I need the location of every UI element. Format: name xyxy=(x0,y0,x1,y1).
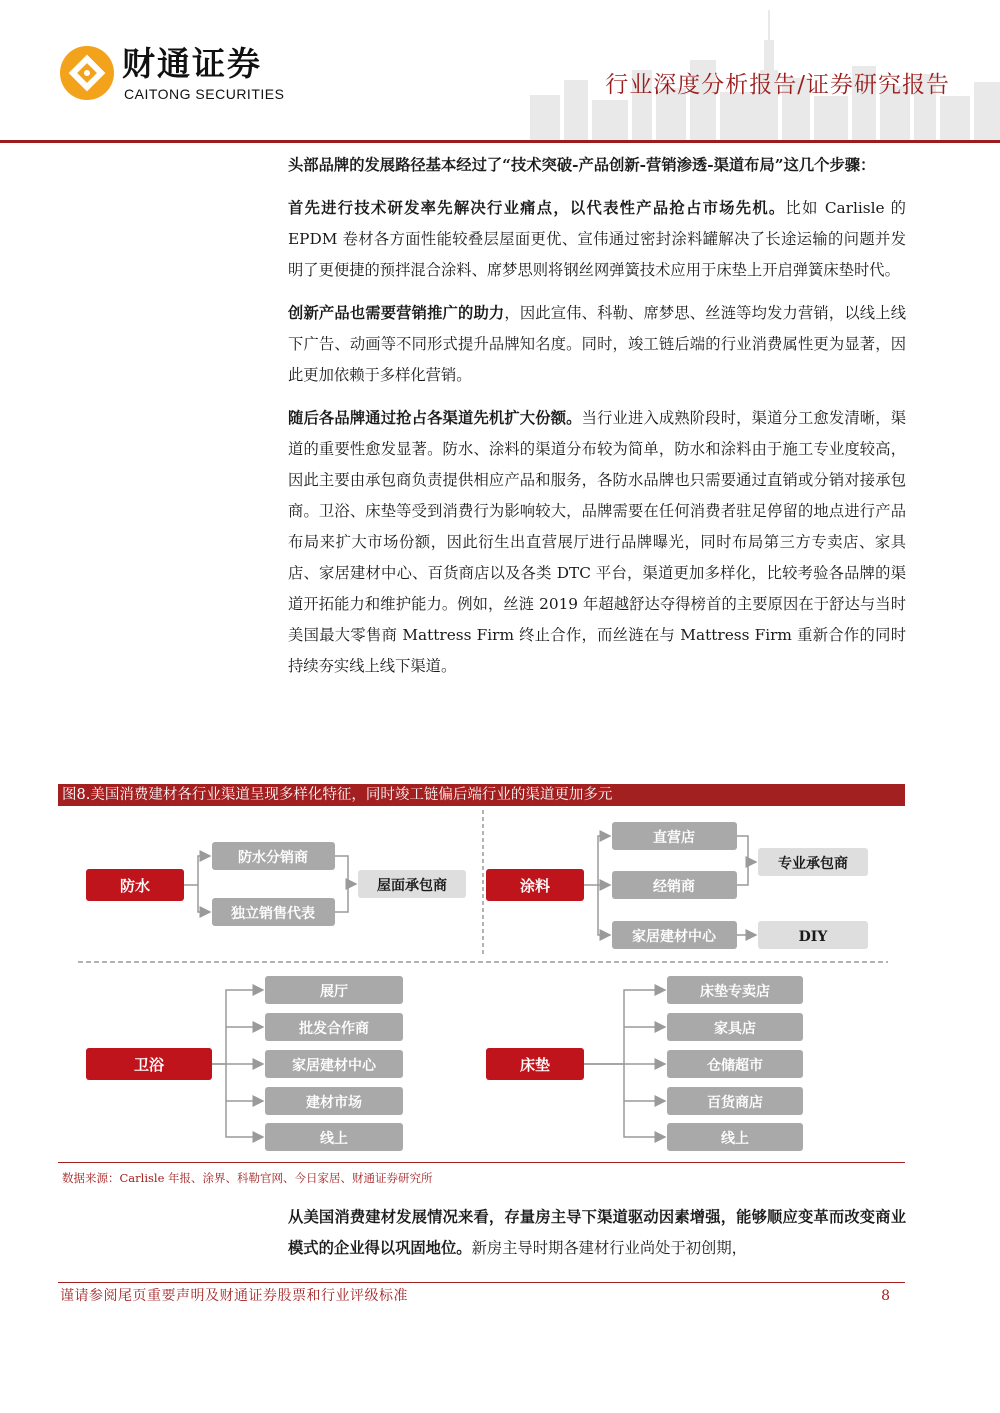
mattress-leaf-label-3: 仓储超市 xyxy=(707,1058,763,1074)
mattress-leaf-node-1 xyxy=(667,976,803,1004)
paint-root-label: 涂料 xyxy=(519,877,551,895)
figure-bottom-rule xyxy=(58,1162,905,1163)
paragraph-4-text: 当行业进入成熟阶段时，渠道分工愈发清晰，渠道的重要性愈发显著。防水、涂料的渠道分布较为简单，防水和涂料由于施工专业度较高，因此主要由承包商负责提供相应产品和服务，各防水品牌也只需要通过直销或分销对接承包商。卫浴、床垫等受到消费行为影响较大，品牌需要在任何消费者驻足停留的地点进行产品布局来扩大市场份额，因此衍生出直营展厅进行品牌曝光，同时布局第三方专卖店、家具店、家居建材中心、百货商店以及各类 DTC 平台，渠道更加多样化，比较考验各品牌的渠道开拓能力和维护能力。例如，丝涟 2019 年超越舒达夺得榜首的主要原因在于舒达与当时美国最大零售商 Mattress Firm 终止合作，而丝涟在与 Mattress Firm 重新合作的同时持续夯实线上线下渠道。 xyxy=(288,409,906,675)
paragraph-1-lead: 头部品牌的发展路径基本经过了“技术突破-产品创新-营销渗透-渠道布局”这几个步骤： xyxy=(288,156,876,174)
paint-end-label-1: 专业承包商 xyxy=(778,856,848,872)
main-text-continued xyxy=(288,1202,906,1276)
mattress-leaf-label-4: 百货商店 xyxy=(707,1095,763,1111)
bath-leaf-node-5 xyxy=(265,1123,403,1151)
paint-mid-label-3: 家居建材中心 xyxy=(632,929,716,945)
bath-leaf-label-1: 展厅 xyxy=(320,984,348,1000)
mattress-leaf-node-5 xyxy=(667,1123,803,1151)
mattress-leaf-node-4 xyxy=(667,1087,803,1115)
paragraph-3 xyxy=(288,298,906,391)
company-name-cn: 财通证券 xyxy=(122,44,262,83)
paragraph-1 xyxy=(288,150,906,181)
caitong-logo-icon xyxy=(58,44,116,102)
mattress-leaf-label-5: 线上 xyxy=(721,1131,749,1147)
mattress-root-node xyxy=(486,1048,584,1080)
paint-end-node-1 xyxy=(758,848,868,876)
waterproof-mid-label-2: 独立销售代表 xyxy=(231,906,315,922)
paint-mid-node-1 xyxy=(612,822,737,850)
paint-mid-label-2: 经销商 xyxy=(653,879,695,895)
mattress-leaf-node-3 xyxy=(667,1050,803,1078)
waterproof-mid-label-1: 防水分销商 xyxy=(238,850,308,866)
waterproof-root-node xyxy=(86,869,184,901)
paint-end-node-2 xyxy=(758,921,868,949)
bath-root-label: 卫浴 xyxy=(133,1056,165,1074)
paint-root-node xyxy=(486,869,584,901)
paragraph-4 xyxy=(288,403,906,682)
bath-leaf-node-4 xyxy=(265,1087,403,1115)
waterproof-end-label: 屋面承包商 xyxy=(377,878,447,894)
paragraph-2-lead: 首先进行技术研发率先解决行业痛点，以代表性产品抢占市场先机。 xyxy=(288,199,786,217)
report-type-label: 行业深度分析报告/证券研究报告 xyxy=(605,72,950,98)
waterproof-mid-node-2 xyxy=(212,898,335,926)
bath-leaf-label-2: 批发合作商 xyxy=(299,1021,369,1037)
mattress-root-label: 床垫 xyxy=(519,1056,551,1074)
waterproof-mid-node-1 xyxy=(212,842,335,870)
bath-leaf-node-1 xyxy=(265,976,403,1004)
footer-divider xyxy=(58,1282,905,1283)
bath-leaf-node-2 xyxy=(265,1013,403,1041)
paragraph-4-lead: 随后各品牌通过抢占各渠道先机扩大份额。 xyxy=(288,409,582,427)
waterproof-root-label: 防水 xyxy=(119,877,151,895)
paint-mid-node-3 xyxy=(612,921,737,949)
bath-leaf-node-3 xyxy=(265,1050,403,1078)
channel-diagram xyxy=(58,806,905,1162)
page-number: 8 xyxy=(881,1288,890,1304)
paint-end-label-2: DIY xyxy=(798,929,828,945)
paragraph-3-lead: 创新产品也需要营销推广的助力 xyxy=(288,304,505,322)
paint-mid-node-2 xyxy=(612,871,737,899)
mattress-leaf-label-1: 床垫专卖店 xyxy=(700,984,770,1000)
waterproof-end-node xyxy=(358,870,466,898)
page-header xyxy=(0,0,1000,145)
paragraph-5-text: 新房主导时期各建材行业尚处于初创期， xyxy=(471,1239,747,1257)
figure-title: 图8.美国消费建材各行业渠道呈现多样化特征，同时竣工链偏后端行业的渠道更加多元 xyxy=(58,784,905,806)
mattress-leaf-label-2: 家具店 xyxy=(714,1021,756,1037)
paragraph-2 xyxy=(288,193,906,286)
paragraph-2-text: 比如 Carlisle 的 EPDM 卷材各方面性能较叠层屋面更优、宣伟通过密封涂料罐解决了长途运输的问题并发明了更便捷的预拌混合涂料、席梦思则将钢丝网弹簧技术应用于床垫上开启弹簧床垫时代。 xyxy=(288,199,906,279)
paragraph-5-lead: 从美国消费建材发展情况来看，存量房主导下渠道驱动因素增强，能够顺应变革而改变商业模式的企业得以巩固地位。 xyxy=(288,1208,906,1257)
footer-disclaimer: 谨请参阅尾页重要声明及财通证券股票和行业评级标准 xyxy=(60,1288,408,1304)
bath-leaf-label-5: 线上 xyxy=(320,1131,348,1147)
header-divider xyxy=(0,140,1000,143)
bath-leaf-label-4: 建材市场 xyxy=(306,1095,362,1111)
paragraph-5 xyxy=(288,1202,906,1264)
company-name-en: CAITONG SECURITIES xyxy=(124,86,285,102)
bath-root-node xyxy=(86,1048,212,1080)
paint-mid-label-1: 直营店 xyxy=(653,830,695,846)
mattress-leaf-node-2 xyxy=(667,1013,803,1041)
figure-source: 数据来源：Carlisle 年报、涂界、科勒官网、今日家居、财通证券研究所 xyxy=(62,1171,433,1185)
paragraph-3-text: ，因此宣伟、科勒、席梦思、丝涟等均发力营销，以线上线下广告、动画等不同形式提升品牌知名度。同时，竣工链后端的行业消费属性更为显著，因此更加依赖于多样化营销。 xyxy=(288,304,906,384)
main-text xyxy=(288,150,906,694)
bath-leaf-label-3: 家居建材中心 xyxy=(292,1058,376,1074)
